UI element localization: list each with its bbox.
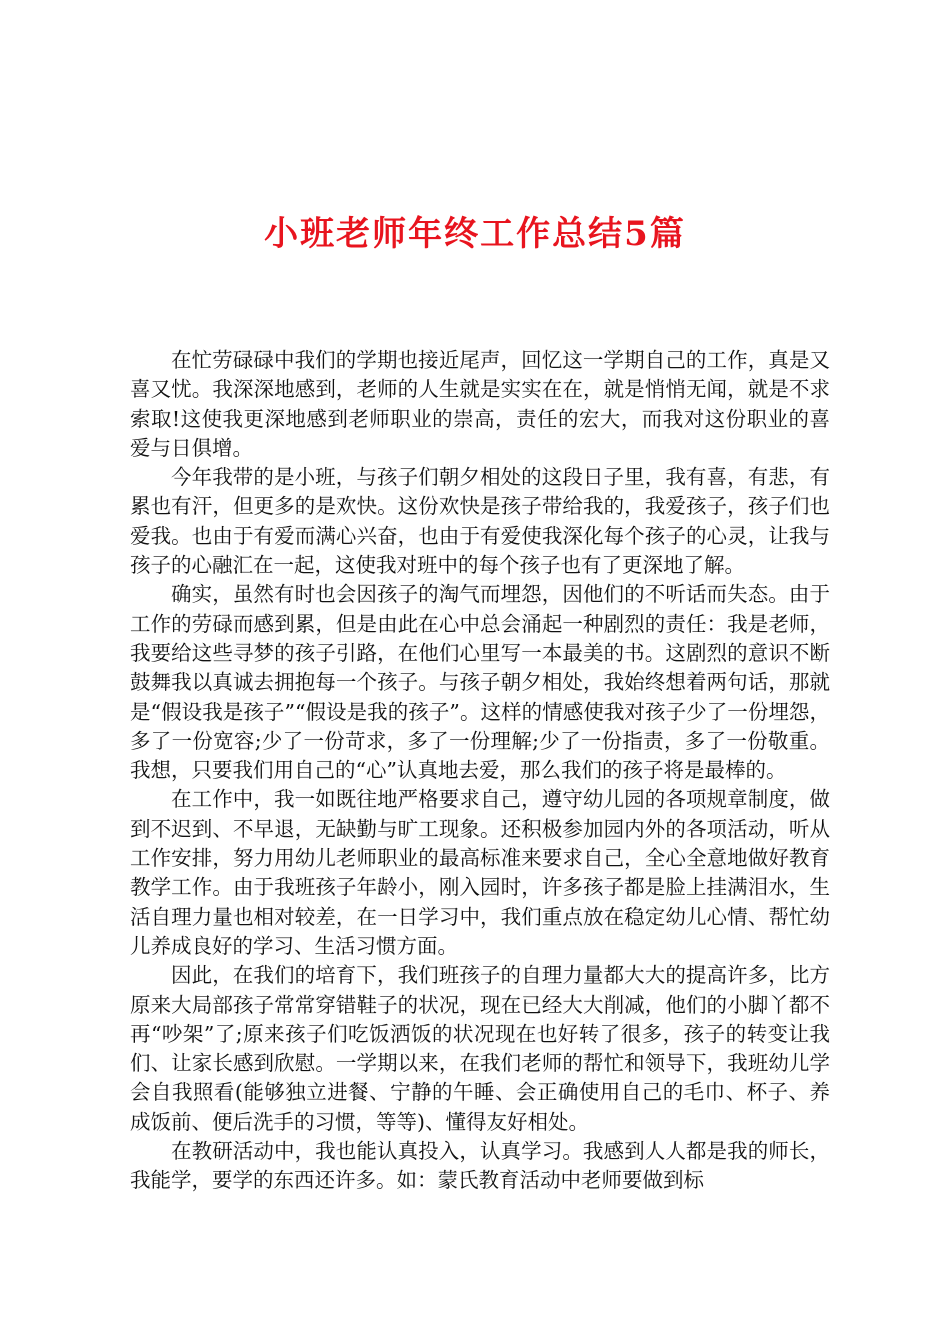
paragraph-2: 今年我带的是小班，与孩子们朝夕相处的这段日子里，我有喜，有悲，有累也有汗，但更多的是欢快。这份欢快是孩子带给我的，我爱孩子，孩子们也爱我。也由于有爱而满心兴奋，也由于有爱使我深化每个孩子的心灵，让我与孩子的心融汇在一起，这使我对班中的每个孩子也有了更深地了解。 (130, 465, 830, 578)
document-title: 小班老师年终工作总结5篇 (264, 214, 686, 254)
paragraph-5: 因此，在我们的培育下，我们班孩子的自理力量都大大的提高许多，比方原来大局部孩子常常穿错鞋子的状况，现在已经大大削减，他们的小脚丫都不再“吵架”了;原来孩子们吃饭洒饭的状况现在也好转了很多，孩子的转变让我们、让家长感到欣慰。一学期以来，在我们老师的帮忙和领导下，我班幼儿学会自我照看(能够独立进餐、宁静的午睡、会正确使用自己的毛巾、杯子、养成饭前、便后洗手的习惯，等等)、懂得友好相处。 (130, 963, 830, 1134)
paragraph-3: 确实，虽然有时也会因孩子的淘气而埋怨，因他们的不听话而失态。由于工作的劳碌而感到累，但是由此在心中总会涌起一种剧烈的责任：我是老师，我要给这些寻梦的孩子引路，在他们心里写一本最美的书。这剧烈的意识不断鼓舞我以真诚去拥抱每一个孩子。与孩子朝夕相处，我始终想着两句话，那就是“假设我是孩子”“假设是我的孩子”。这样的情感使我对孩子少了一份埋怨，多了一份宽容;少了一份苛求，多了一份理解;少了一份指责，多了一份敬重。我想，只要我们用自己的“心”认真地去爱，那么我们的孩子将是最棒的。 (130, 582, 830, 783)
document-body (130, 346, 830, 1196)
paragraph-1: 在忙劳碌碌中我们的学期也接近尾声，回忆这一学期自己的工作，真是又喜又忧。我深深地感到，老师的人生就是实实在在，就是悄悄无闻，就是不求索取!这使我更深地感到老师职业的崇高，责任的宏大，而我对这份职业的喜爱与日俱增。 (130, 348, 830, 460)
paragraph-6: 在教研活动中，我也能认真投入，认真学习。我感到人人都是我的师长，我能学，要学的东西还许多。如：蒙氏教育活动中老师要做到标 (130, 1139, 830, 1193)
paragraph-4: 在工作中，我一如既往地严格要求自己，遵守幼儿园的各项规章制度，做到不迟到、不早退，无缺勤与旷工现象。还积极参加园内外的各项活动，听从工作安排，努力用幼儿老师职业的最高标准来要求自己，全心全意地做好教育教学工作。由于我班孩子年龄小，刚入园时，许多孩子都是脸上挂满泪水，生活自理力量也相对较差，在一日学习中，我们重点放在稳定幼儿心情、帮忙幼儿养成良好的学习、生活习惯方面。 (130, 787, 830, 958)
